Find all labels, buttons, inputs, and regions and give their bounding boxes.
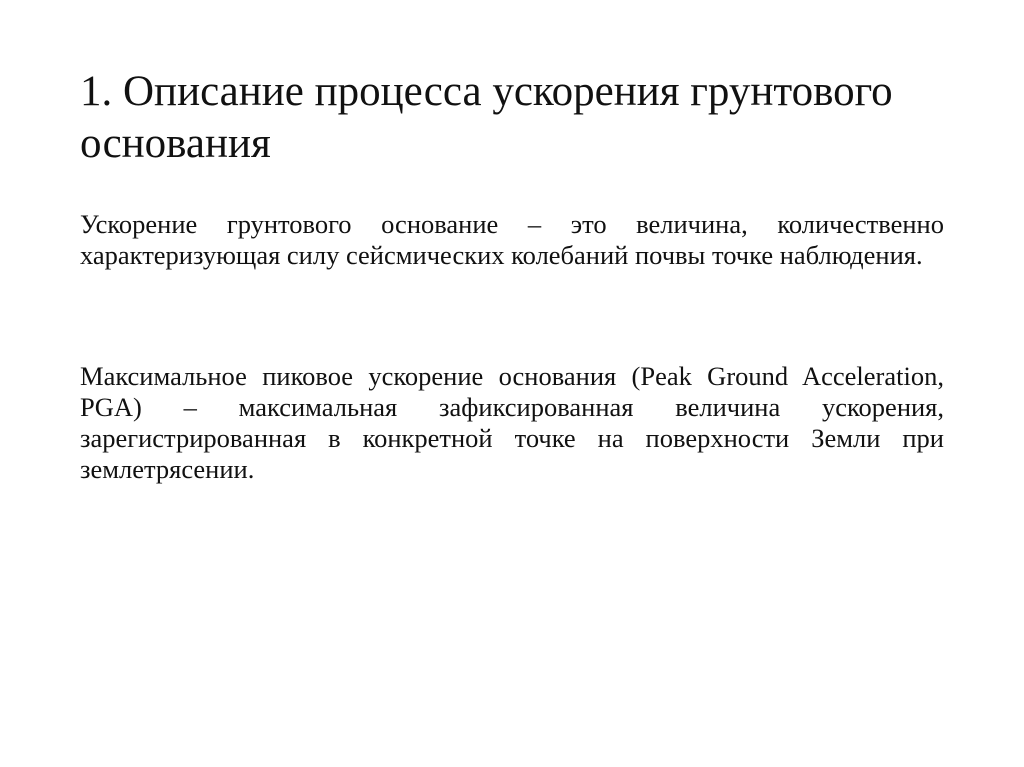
pga-paragraph: Максимальное пиковое ускорение основания (Peak Ground Acceleration, PGA) – максимальная зафиксированная величина ускорения, зарегистрированная в конкретной точке на поверхности Земли при землетрясении. (80, 361, 944, 484)
definition-paragraph: Ускорение грунтового основание – это величина, количественно характеризующая силу сейсмических колебаний почвы точке наблюдения. (80, 209, 944, 270)
slide-title: 1. Описание процесса ускорения грунтового основания (80, 68, 893, 167)
